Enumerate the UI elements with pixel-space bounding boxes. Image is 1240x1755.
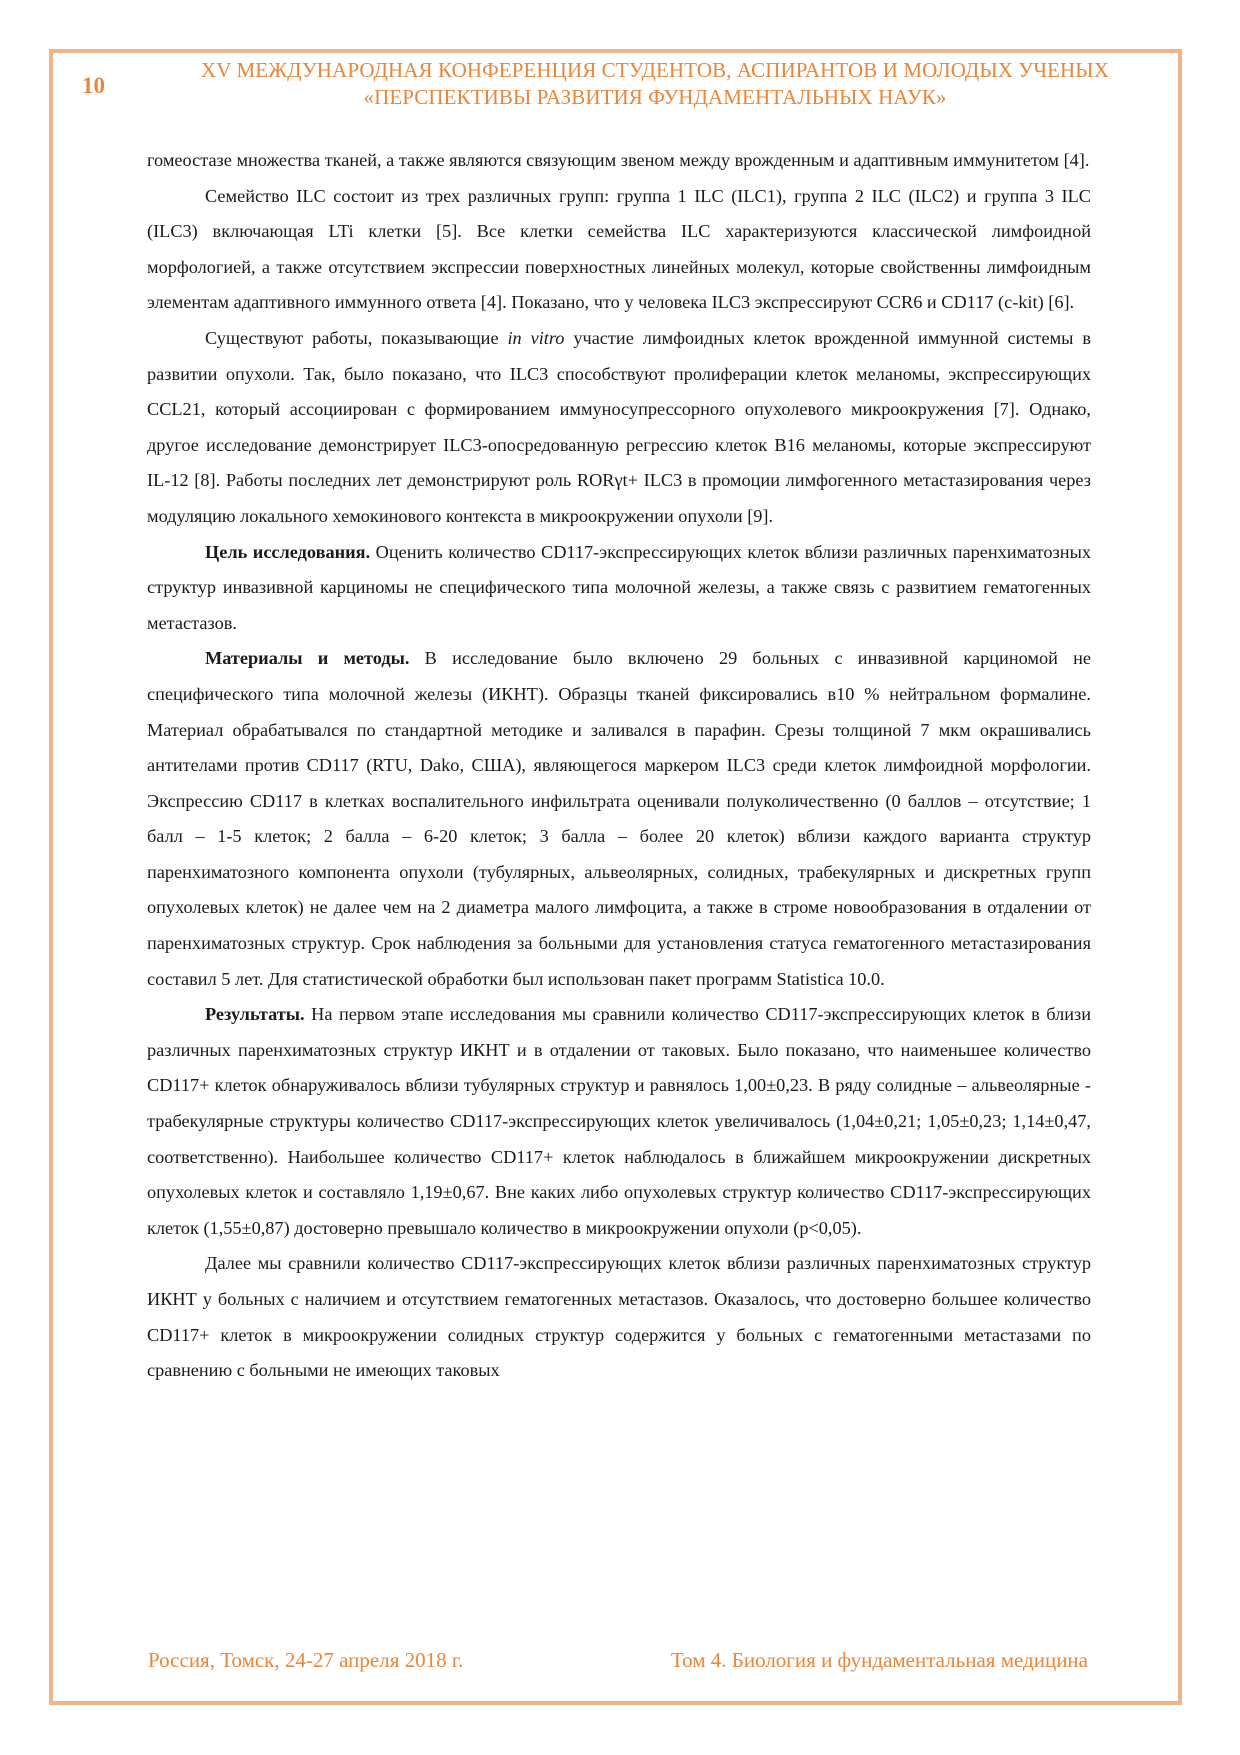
- section-label-results: Результаты.: [205, 1004, 305, 1025]
- in-vitro-term: in vitro: [507, 327, 565, 348]
- footer-location-date: Россия, Томск, 24-27 апреля 2018 г.: [148, 1648, 464, 1672]
- paragraph-text: Оценить количество CD117-экспрессирующих клеток вблизи различных паренхиматозных структур инвазивной карциномы не специфического типа молочной железы, а также связь с развитием гематогенных метастазов.: [147, 541, 1091, 633]
- section-label-methods: Материалы и методы.: [205, 648, 410, 669]
- conference-header: [150, 57, 1160, 111]
- paragraph-continued: гомеостазе множества тканей, а также являются связующим звеном между врожденным и адаптивным иммунитетом [4].: [147, 150, 1090, 170]
- paragraph-text: участие лимфоидных клеток врожденной иммунной системы в развитии опухоли. Так, было показано, что ILC3 способствуют пролиферации клеток меланомы, экспрессирующих CCL21, который ассоциирован с формированием иммуносупрессорного опухолевого микроокружения [7]. Однако, другое исследование демонстрирует ILC3-опосредованную регрессию клеток B16 меланомы, которые экспрессируют IL-12 [8]. Работы последних лет демонстрируют роль RORγt+ ILC3 в промоции лимфогенного метастазирования через модуляцию локального хемокинового контекста в микроокружении опухоли [9].: [147, 327, 1091, 526]
- paragraph-aim: [147, 535, 1091, 642]
- paragraph-comparison: Далее мы сравнили количество CD117-экспрессирующих клеток вблизи различных паренхиматозных структур ИКНТ у больных с наличием и отсутствием гематогенных метастазов. Оказалось, что достоверно большее количество CD117+ клеток в микроокружении солидных структур содержится у больных с гематогенными метастазами по сравнению с больными не имеющих таковых: [147, 1253, 1091, 1381]
- paragraph-text: На первом этапе исследования мы сравнили количество CD117-экспрессирующих клеток в близи различных паренхиматозных структур ИКНТ и в отдалении от таковых. Было показано, что наименьшее количество CD117+ клеток обнаруживалось вблизи тубулярных структур и равнялось 1,00±0,23. В ряду солидные – альвеолярные - трабекулярные структуры количество CD117-экспрессирующих клеток увеличивалось (1,04±0,21; 1,05±0,23; 1,14±0,47, соответственно). Наибольшее количество CD117+ клеток наблюдалось в ближайшем микроокружении дискретных опухолевых клеток и составляло 1,19±0,67. Вне каких либо опухолевых структур количество CD117-экспрессирующих клеток (1,55±0,87) достоверно превышало количество в микроокружении опухоли (p<0,05).: [147, 1004, 1091, 1238]
- paragraph-in-vitro-studies: [147, 321, 1091, 535]
- paragraph-text: Существуют работы, показывающие: [205, 327, 508, 348]
- footer-volume: Том 4. Биология и фундаментальная медицина: [670, 1648, 1088, 1672]
- paragraph-results: [147, 997, 1091, 1246]
- header-line-conference-title: XV МЕЖДУНАРОДНАЯ КОНФЕРЕНЦИЯ СТУДЕНТОВ, АСПИРАНТОВ И МОЛОДЫХ УЧЕНЫХ: [201, 58, 1109, 82]
- paragraph-methods: [147, 641, 1091, 997]
- article-body: [147, 143, 1091, 1389]
- paragraph-text: В исследование было включено 29 больных с инвазивной карциномой не специфического типа молочной железы (ИКНТ). Образцы тканей фиксировались в10 % нейтральном формалине. Материал обрабатывался по стандартной методике и заливался в парафин. Срезы толщиной 7 мкм окрашивались антителами против CD117 (RTU, Dako, США), являющегося маркером ILC3 среди клеток лимфоидной морфологии. Экспрессию CD117 в клетках воспалительного инфильтрата оценивали полуколичественно (0 баллов – отсутствие; 1 балл – 1-5 клеток; 2 балла – 6-20 клеток; 3 балла – более 20 клеток) вблизи каждого варианта структур паренхиматозного компонента опухоли (тубулярных, альвеолярных, солидных, трабекулярных и дискретных групп опухолевых клеток) не далее чем на 2 диаметра малого лимфоцита, а также в строме новообразования в отдалении от паренхиматозных структур. Срок наблюдения за больными для установления статуса гематогенного метастазирования составил 5 лет. Для статистической обработки был использован пакет программ Statistica 10.0.: [147, 648, 1091, 989]
- header-line-conference-theme: «ПЕРСПЕКТИВЫ РАЗВИТИЯ ФУНДАМЕНТАЛЬНЫХ НАУК»: [363, 85, 947, 109]
- paragraph-ilc-family: Семейство ILC состоит из трех различных групп: группа 1 ILC (ILC1), группа 2 ILC (ILC2) и группа 3 ILC (ILC3) включающая LTi клетки [5]. Все клетки семейства ILC характеризуются классической лимфоидной морфологией, а также отсутствием экспрессии поверхностных линейных молекул, которые свойственны лимфоидным элементам адаптивного иммунного ответа [4]. Показано, что у человека ILC3 экспрессируют CCR6 и CD117 (c-kit) [6].: [147, 185, 1091, 313]
- page-number: 10: [82, 73, 105, 98]
- section-label-aim: Цель исследования.: [205, 541, 371, 562]
